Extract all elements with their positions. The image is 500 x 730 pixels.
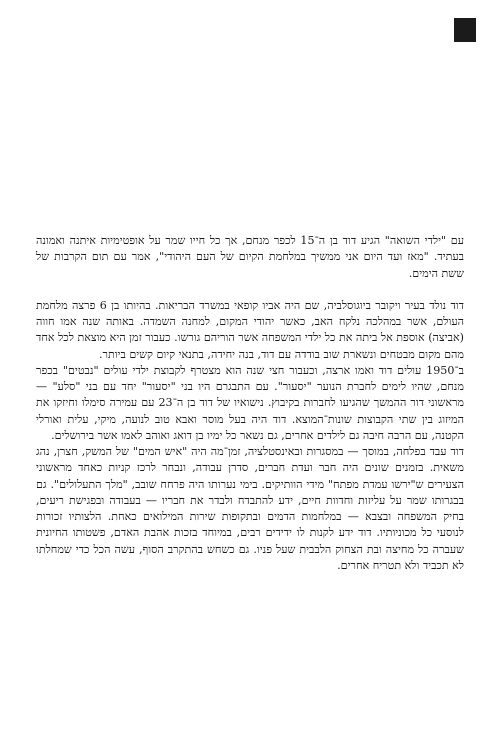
paragraph-intro: עם "ילדי השואה" הגיע דוד בן ה־15 לכפר מנחם, אך כל חייו שמר על אופטימיות איתנה ואמונה בעתיד. "מאז ועד היום אני ממשיך במלחמת הקיום של העם היהודי", אמר עם תום הקרבות של ששת הימים. xyxy=(36,234,464,280)
memorial-text xyxy=(36,233,464,574)
corner-marker xyxy=(454,18,476,42)
paragraph-childhood: דוד נולד בעיר ויקובר ביוגוסלביה, שם היה אביו קופאי במשרד הבריאות. בהיותו בן 6 פרצה מלחמת העולם, אשר במהלכה נלקח האב, כאשר יהודי המקום, למחנה השמדה. באותה שנה אמו חווה (אביצה) אוספת אל ביתה את כל ילדי המשפחה אשר הוריהם גורשו. כעבור זמן היא מוצאת לכל אחד מהם מקום מבטחים ונשארת שוב בודדה עם דוד, בנה יחידה, בתנאי קיום קשים ביותר. xyxy=(36,298,464,361)
paragraph-aliyah: ב־1950 עולים דוד ואמו ארצה, וכעבור חצי שנה הוא מצטרף לקבוצת ילדי עולים "נבטים" בכפר מנחם, שהיו לימים לחברת הנוער "יסעור". עם התבגרם היו בני "יסעור" יחד עם בני "סלע" — מראשוני דור ההמשך שהגיעו לחברות בקיבוץ. נישואיו של דוד בן ה־23 עם עמירה סימלו וחיזקו את המיזוג בין שתי הקבוצות שונות־המוצא. דוד היה בעל מוסר ואבא טוב לנועה, מיקי, עלית ואורלי הקטנה, עם הרבה חיבה גם לילדים אחרים, גם נשאר כל ימיו בן דואג ואוהב לאמו אשר בירושלים. xyxy=(36,363,465,442)
paragraph-work: דוד עבד בפלחה, במוסך — במסגרות ובאינסטלציה, זמן־מה היה "איש המים" של המשק, חצרן, נהג משאית. בזמנים שונים היה חבר ועדת חברים, סדרן עבודה, ונבחר לרכז קניות כאחד מראשוני הצעירים ש"ירשו עמדת מפתח" מידי הוותיקים. בימי נערותו היה פרחח שובב, "מלך התעלולים". גם בבגרותו שמר על עליזות וחדוות חיים, ידע להתבדח ולבדר את חבריו — בעבודה ובפגישת ריעים, בחיק המשפחה ובצבא — במלחמות הדמים ובתקופות שירות המילואים כאחת. הלצותיו זכורות לנוסעי כל מכוניותיו. דוד ידע לקנות לו ידידים רבים, במיוחד בזכות אהבת האדם, פשטותו החיונית שעברה כל מחיצה ובת הצחוק הלבבית שעל פניו. גם כשחש בהתקרב הסוף, עשה הכל כדי שמחלתו לא תכביד ולא תטריח אחרים. xyxy=(36,445,464,572)
